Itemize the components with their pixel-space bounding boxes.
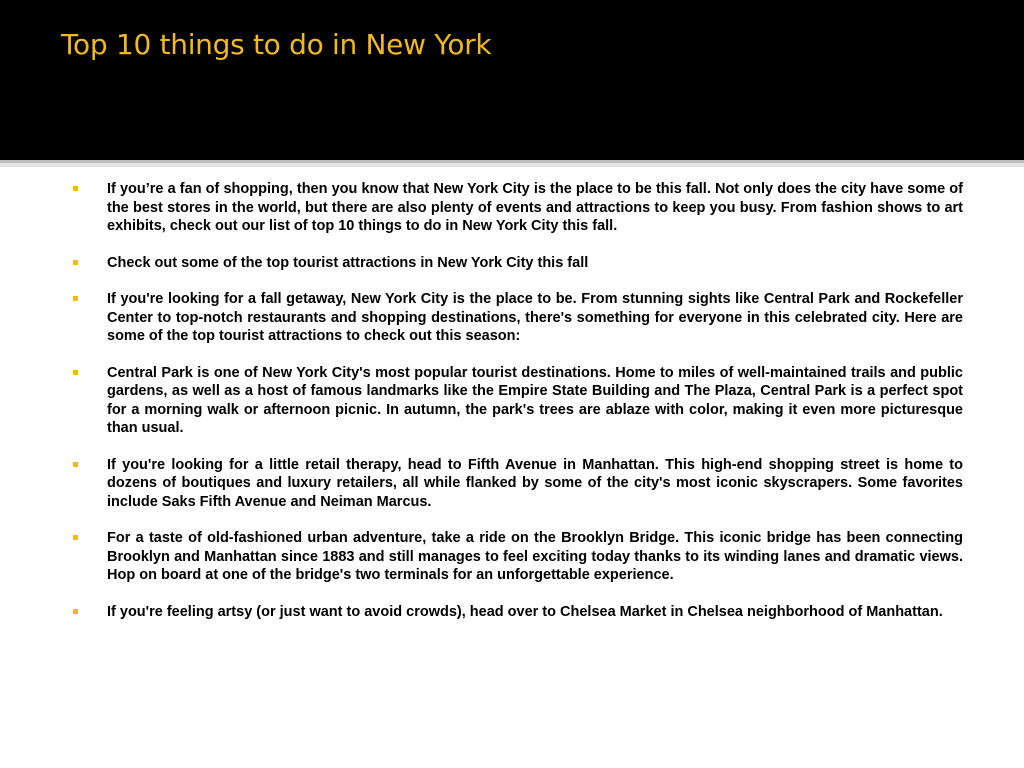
- bullet-item: [70, 254, 963, 273]
- square-bullet-icon: [73, 462, 78, 467]
- title-band: [0, 0, 1024, 160]
- bullet-item: [70, 456, 963, 512]
- bullet-text: If you’re a fan of shopping, then you know that New York City is the place to be this fall. Not only does the city have some of the best stores in the world, but there are also plenty of events and attractions to keep you busy. From fashion shows to art exhibits, check out our list of top 10 things to do in New York City this fall.: [107, 181, 963, 234]
- square-bullet-icon: [73, 609, 78, 614]
- bullet-text: If you're looking for a fall getaway, New York City is the place to be. From stunning sights like Central Park and Rockefeller Center to top-notch restaurants and shopping destinations, there's something for everyone in this celebrated city. Here are some of the top tourist attractions to check out this season:: [107, 291, 963, 344]
- bullet-text: For a taste of old-fashioned urban adventure, take a ride on the Brooklyn Bridge. This iconic bridge has been connecting Brooklyn and Manhattan since 1883 and still manages to feel exciting today thanks to its winding lanes and dramatic views. Hop on board at one of the bridge's two terminals for an unforgettable experience.: [107, 530, 963, 583]
- bullet-item: [70, 180, 963, 236]
- slide-title: Top 10 things to do in New York: [61, 28, 492, 61]
- square-bullet-icon: [73, 260, 78, 265]
- bullet-text: Check out some of the top tourist attractions in New York City this fall: [107, 254, 589, 271]
- square-bullet-icon: [73, 186, 78, 191]
- square-bullet-icon: [73, 535, 78, 540]
- bullet-text: Central Park is one of New York City's most popular tourist destinations. Home to miles of well-maintained trails and public gardens, as well as a host of famous landmarks like the Empire State Building and The Plaza, Central Park is a perfect spot for a morning walk or afternoon picnic. In autumn, the park's trees are ablaze with color, making it even more picturesque than usual.: [107, 364, 963, 436]
- bullet-item: [70, 364, 963, 438]
- bullet-text: If you're looking for a little retail therapy, head to Fifth Avenue in Manhattan. This high-end shopping street is home to dozens of boutiques and luxury retailers, all while flanked by some of the city's most iconic skyscrapers. Some favorites include Saks Fifth Avenue and Neiman Marcus.: [107, 456, 963, 510]
- bullet-list: [70, 180, 963, 639]
- title-divider-shadow: [0, 163, 1024, 167]
- square-bullet-icon: [73, 296, 78, 301]
- bullet-text: If you're feeling artsy (or just want to avoid crowds), head over to Chelsea Market in Chelsea neighborhood of Manhattan.: [107, 603, 943, 620]
- bullet-item: [70, 290, 963, 346]
- bullet-item: [70, 603, 963, 622]
- bullet-item: [70, 529, 963, 585]
- square-bullet-icon: [73, 370, 78, 375]
